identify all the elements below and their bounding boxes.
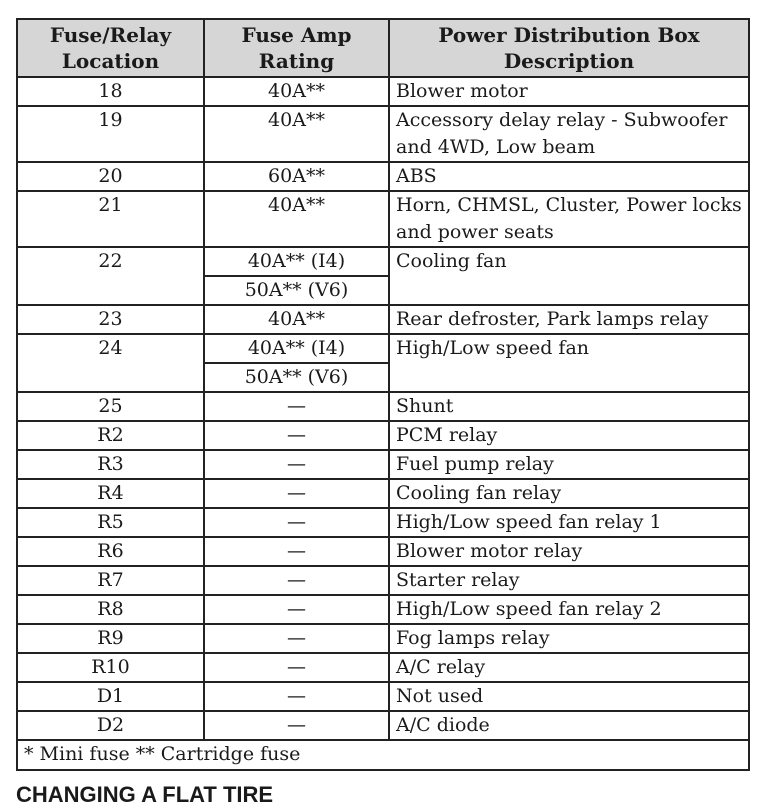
table-row	[17, 392, 749, 421]
amp-value: —	[287, 511, 306, 533]
header-description: Power Distribution Box Description	[389, 19, 749, 77]
cell-description: A/C diode	[389, 711, 749, 740]
table-row	[17, 162, 749, 191]
cell-description: High/Low speed fan relay 2	[389, 595, 749, 624]
cell-location: 19	[17, 106, 204, 162]
amp-value: 50A** (V6)	[205, 275, 388, 304]
cell-amp-rating	[204, 106, 389, 162]
cell-amp-rating	[204, 162, 389, 191]
cell-location: R3	[17, 450, 204, 479]
cell-description: Shunt	[389, 392, 749, 421]
cell-amp-rating	[204, 450, 389, 479]
cell-amp-rating	[204, 624, 389, 653]
cell-location: R2	[17, 421, 204, 450]
cell-description: A/C relay	[389, 653, 749, 682]
amp-value: 40A**	[268, 194, 325, 216]
cell-location: R8	[17, 595, 204, 624]
amp-value: 40A**	[268, 308, 325, 330]
amp-value: —	[287, 598, 306, 620]
cell-location: D1	[17, 682, 204, 711]
amp-value: 40A** (I4)	[247, 337, 346, 359]
cell-amp-rating	[204, 334, 389, 392]
cell-description: Blower motor	[389, 77, 749, 106]
cell-location: R10	[17, 653, 204, 682]
cell-location: R4	[17, 479, 204, 508]
cell-description: Horn, CHMSL, Cluster, Power locks and power seats	[389, 191, 749, 247]
cell-amp-rating	[204, 711, 389, 740]
cell-amp-rating	[204, 682, 389, 711]
cell-description: Blower motor relay	[389, 537, 749, 566]
cell-location: R6	[17, 537, 204, 566]
table-row	[17, 508, 749, 537]
amp-value: —	[287, 482, 306, 504]
amp-value: —	[287, 424, 306, 446]
cell-location: 20	[17, 162, 204, 191]
table-body	[17, 77, 749, 740]
cell-location: 21	[17, 191, 204, 247]
table-row	[17, 334, 749, 392]
table-row	[17, 624, 749, 653]
footnote: * Mini fuse ** Cartridge fuse	[17, 740, 749, 770]
cell-amp-rating	[204, 653, 389, 682]
table-row	[17, 682, 749, 711]
cell-amp-rating	[204, 421, 389, 450]
amp-value: —	[287, 714, 306, 736]
cell-amp-rating	[204, 247, 389, 305]
table-row	[17, 450, 749, 479]
amp-value: 50A** (V6)	[205, 362, 388, 391]
table-header-row	[17, 19, 749, 77]
table-row	[17, 106, 749, 162]
cell-description: PCM relay	[389, 421, 749, 450]
cell-description: Rear defroster, Park lamps relay	[389, 305, 749, 334]
cell-location: 24	[17, 334, 204, 392]
cell-description: Not used	[389, 682, 749, 711]
cell-amp-rating	[204, 392, 389, 421]
amp-value: —	[287, 685, 306, 707]
cell-location: 18	[17, 77, 204, 106]
amp-value: —	[287, 395, 306, 417]
amp-value: 40A**	[268, 80, 325, 102]
cell-location: R7	[17, 566, 204, 595]
amp-value: 40A** (I4)	[247, 250, 346, 272]
cell-description: Fuel pump relay	[389, 450, 749, 479]
cell-description: High/Low speed fan relay 1	[389, 508, 749, 537]
cell-location: 25	[17, 392, 204, 421]
cell-amp-rating	[204, 77, 389, 106]
table-row	[17, 537, 749, 566]
cell-location: R5	[17, 508, 204, 537]
amp-value: —	[287, 656, 306, 678]
table-row	[17, 77, 749, 106]
cell-amp-rating	[204, 191, 389, 247]
amp-value: 40A**	[268, 109, 325, 131]
cell-description: Accessory delay relay - Subwoofer and 4WD, Low beam	[389, 106, 749, 162]
cell-location: D2	[17, 711, 204, 740]
cell-description: Cooling fan relay	[389, 479, 749, 508]
cell-location: R9	[17, 624, 204, 653]
cell-amp-rating	[204, 508, 389, 537]
table-row	[17, 711, 749, 740]
cell-amp-rating	[204, 537, 389, 566]
cell-amp-rating	[204, 595, 389, 624]
table-row	[17, 191, 749, 247]
fuse-relay-table	[16, 18, 750, 771]
cell-location: 23	[17, 305, 204, 334]
section-heading: CHANGING A FLAT TIRE	[16, 782, 274, 807]
cell-amp-rating	[204, 479, 389, 508]
table-row	[17, 595, 749, 624]
cell-amp-rating	[204, 305, 389, 334]
table-row	[17, 653, 749, 682]
cell-description: Starter relay	[389, 566, 749, 595]
cell-description: ABS	[389, 162, 749, 191]
amp-value: —	[287, 453, 306, 475]
table-row	[17, 479, 749, 508]
amp-value: —	[287, 540, 306, 562]
cell-location: 22	[17, 247, 204, 305]
amp-value: —	[287, 627, 306, 649]
table-row	[17, 247, 749, 305]
cell-description: Cooling fan	[389, 247, 749, 305]
table-row	[17, 421, 749, 450]
amp-value: —	[287, 569, 306, 591]
header-location: Fuse/Relay Location	[17, 19, 204, 77]
table-row	[17, 566, 749, 595]
cell-amp-rating	[204, 566, 389, 595]
cell-description: High/Low speed fan	[389, 334, 749, 392]
footnote-row	[17, 740, 749, 770]
amp-value: 60A**	[268, 165, 325, 187]
cell-description: Fog lamps relay	[389, 624, 749, 653]
header-amp-rating: Fuse Amp Rating	[204, 19, 389, 77]
table-row	[17, 305, 749, 334]
